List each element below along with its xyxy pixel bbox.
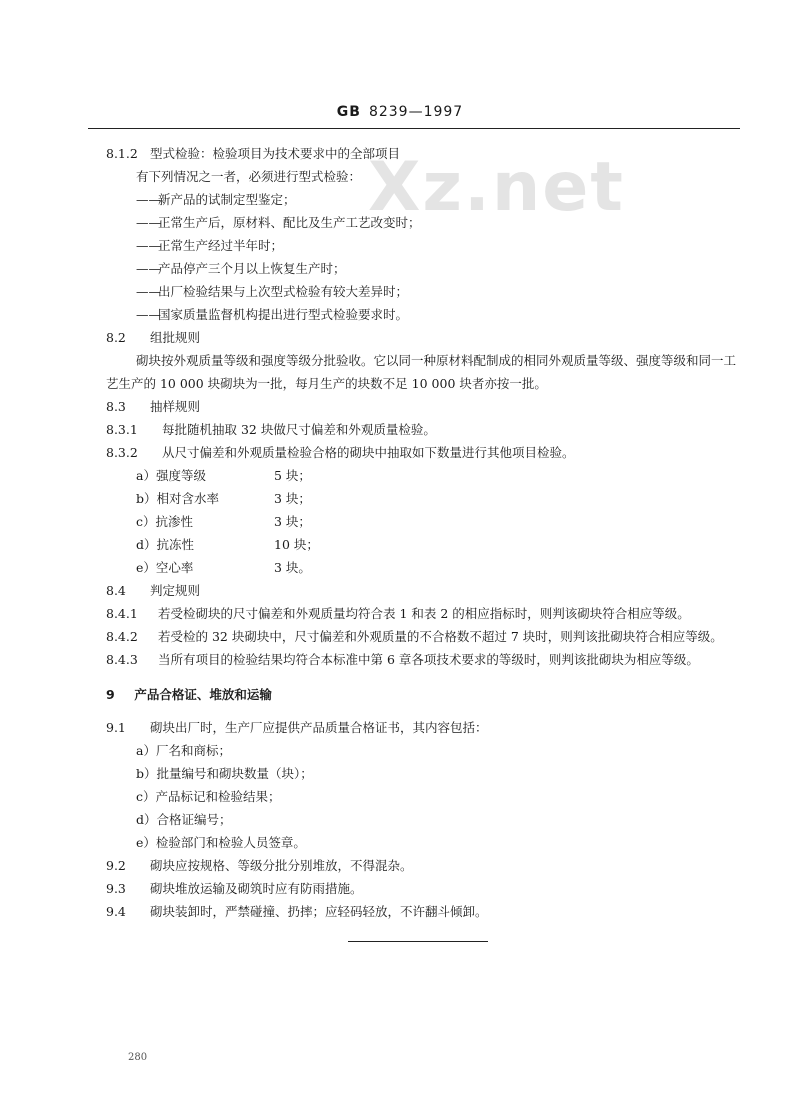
clause-9-1 bbox=[106, 716, 746, 739]
list-item-label: b）相对含水率 bbox=[136, 491, 220, 506]
clause-text: 当所有项目的检验结果均符合本标准中第 6 章各项技术要求的等级时，则判该批砌块为相应等级。 bbox=[158, 652, 699, 667]
clause-9-2 bbox=[106, 854, 746, 877]
clause-title: 抽样规则 bbox=[149, 399, 200, 414]
clause-title: 判定规则 bbox=[149, 583, 200, 598]
list-item: a）厂名和商标； bbox=[136, 743, 231, 758]
clause-8-2 bbox=[106, 326, 746, 349]
document-body bbox=[106, 142, 746, 923]
list-item: d）合格证编号； bbox=[136, 812, 232, 827]
dash-marker: —— bbox=[136, 238, 161, 253]
clause-text: 砌块堆放运输及砌筑时应有防雨措施。 bbox=[149, 881, 363, 896]
list-item-label: e）空心率 bbox=[136, 560, 194, 575]
clause-text: 砌块装卸时，严禁碰撞、扔摔；应轻码轻放，不许翻斗倾卸。 bbox=[149, 904, 488, 919]
clause-number: 8.1.2 bbox=[106, 146, 138, 161]
dash-marker: —— bbox=[136, 192, 161, 207]
clause-number: 8.2 bbox=[106, 330, 126, 345]
dash-marker: —— bbox=[136, 215, 161, 230]
clause-8-4 bbox=[106, 579, 746, 602]
section-title: 产品合格证、堆放和运输 bbox=[134, 687, 272, 702]
list-item-text: 正常生产经过半年时； bbox=[158, 238, 284, 253]
clause-number: 9.1 bbox=[106, 720, 126, 735]
clause-8-3-1 bbox=[106, 418, 746, 441]
clause-number: 8.3.1 bbox=[106, 422, 138, 437]
clause-8-4-2 bbox=[106, 625, 746, 648]
clause-8-4-1 bbox=[106, 602, 746, 625]
list-item-value: 5 块； bbox=[274, 468, 311, 483]
clause-number: 9.3 bbox=[106, 881, 126, 896]
list-item-value: 3 块； bbox=[274, 491, 311, 506]
clause-8-4-3 bbox=[106, 648, 746, 671]
dash-marker: —— bbox=[136, 307, 161, 322]
clause-text: 若受检的 32 块砌块中，尺寸偏差和外观质量的不合格数不超过 7 块时，则判该批砌块符合相应等级。 bbox=[158, 629, 723, 644]
list-item bbox=[106, 510, 746, 533]
list-item bbox=[106, 464, 746, 487]
list-item bbox=[106, 188, 746, 211]
list-item bbox=[106, 533, 746, 556]
list-item-label: c）抗渗性 bbox=[136, 514, 194, 529]
list-item bbox=[106, 280, 746, 303]
clause-number: 8.4.3 bbox=[106, 652, 138, 667]
list-item-value: 3 块； bbox=[274, 514, 311, 529]
clause-title: 组批规则 bbox=[149, 330, 200, 345]
clause-9-3 bbox=[106, 877, 746, 900]
clause-number: 9.2 bbox=[106, 858, 126, 873]
list-item: e）检验部门和检验人员签章。 bbox=[136, 835, 306, 850]
dash-marker: —— bbox=[136, 261, 161, 276]
dash-marker: —— bbox=[136, 284, 161, 299]
list-item-label: a）强度等级 bbox=[136, 468, 206, 483]
header-rule bbox=[88, 128, 740, 129]
list-item bbox=[106, 556, 746, 579]
clause-number: 9.4 bbox=[106, 904, 126, 919]
clause-text: 若受检砌块的尺寸偏差和外观质量均符合表 1 和表 2 的相应指标时，则判该砌块符合相应等级。 bbox=[158, 606, 690, 621]
clause-number: 8.3 bbox=[106, 399, 126, 414]
clause-text: 从尺寸偏差和外观质量检验合格的砌块中抽取如下数量进行其他项目检验。 bbox=[161, 445, 575, 460]
clause-8-3 bbox=[106, 395, 746, 418]
list-item: b）批量编号和砌块数量（块）； bbox=[136, 766, 313, 781]
watermark: Xz.net bbox=[368, 148, 625, 227]
list-item-text: 国家质量监督机构提出进行型式检验要求时。 bbox=[158, 307, 409, 322]
list-item-value: 10 块； bbox=[274, 537, 319, 552]
standard-number: 8239—1997 bbox=[368, 104, 464, 120]
list-item-text: 产品停产三个月以上恢复生产时； bbox=[158, 261, 346, 276]
clause-9-4 bbox=[106, 900, 746, 923]
list-item-value: 3 块。 bbox=[274, 560, 311, 575]
clause-number: 8.4.1 bbox=[106, 606, 138, 621]
clause-intro: 有下列情况之一者，必须进行型式检验： bbox=[136, 169, 362, 184]
clause-number: 8.3.2 bbox=[106, 445, 138, 460]
clause-number: 8.4 bbox=[106, 583, 126, 598]
clause-8-3-2 bbox=[106, 441, 746, 464]
clause-8-1-2 bbox=[106, 142, 746, 165]
clause-text: 砌块出厂时，生产厂应提供产品质量合格证书，其内容包括： bbox=[149, 720, 488, 735]
list-item-text: 正常生产后，原材料、配比及生产工艺改变时； bbox=[158, 215, 421, 230]
paragraph: 砌块按外观质量等级和强度等级分批验收。它以同一种原材料配制成的相同外观质量等级、强度等级和同一工艺生产的 10 000 块砌块为一批，每月生产的块数不足 10 000 块者亦按一批。 bbox=[106, 353, 737, 391]
list-item bbox=[106, 487, 746, 510]
clause-number: 8.4.2 bbox=[106, 629, 138, 644]
clause-text: 每批随机抽取 32 块做尺寸偏差和外观质量检验。 bbox=[161, 422, 436, 437]
list-item: c）产品标记和检验结果； bbox=[136, 789, 281, 804]
list-item bbox=[106, 303, 746, 326]
list-item-text: 出厂检验结果与上次型式检验有较大差异时； bbox=[158, 284, 409, 299]
clause-text: 砌块应按规格、等级分批分别堆放，不得混杂。 bbox=[149, 858, 413, 873]
section-number: 9 bbox=[106, 687, 115, 702]
page-header bbox=[0, 104, 800, 120]
clause-text: 型式检验：检验项目为技术要求中的全部项目 bbox=[149, 146, 400, 161]
section-9-heading bbox=[106, 683, 746, 706]
list-item bbox=[106, 211, 746, 234]
list-item bbox=[106, 234, 746, 257]
list-item-text: 新产品的试制定型鉴定； bbox=[158, 192, 296, 207]
list-item bbox=[106, 257, 746, 280]
end-rule bbox=[348, 941, 488, 942]
list-item-label: d）抗冻性 bbox=[136, 537, 195, 552]
page-number: 280 bbox=[128, 1052, 148, 1063]
standard-code: GB bbox=[336, 104, 361, 120]
